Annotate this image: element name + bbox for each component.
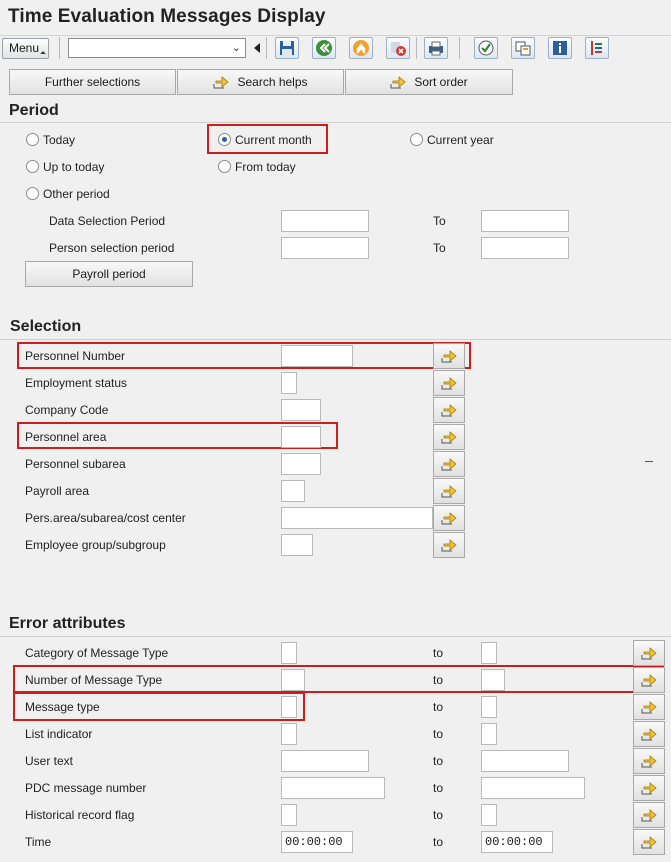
info-button[interactable]: [548, 37, 572, 59]
historical-record-flag-label: Historical record flag: [25, 808, 135, 822]
number-message-type-to[interactable]: [481, 669, 505, 691]
to-label: to: [433, 754, 444, 768]
radio-current-month[interactable]: [218, 133, 231, 146]
employee-group-input[interactable]: [281, 534, 313, 556]
arrow-right-icon: [441, 457, 457, 471]
back-button[interactable]: [312, 37, 336, 59]
payroll-period-button[interactable]: [25, 261, 193, 287]
cancel-button[interactable]: [386, 37, 410, 59]
pdc-message-number-label: PDC message number: [25, 781, 147, 795]
multiple-selection-button[interactable]: [633, 694, 665, 720]
list-indicator-to[interactable]: [481, 723, 497, 745]
variant-button[interactable]: [511, 37, 535, 59]
arrow-right-icon: [213, 75, 229, 89]
period-heading: Period: [9, 102, 59, 119]
pdc-message-number-from[interactable]: [281, 777, 385, 799]
radio-current-year[interactable]: [410, 133, 423, 146]
layout-icon: [588, 39, 606, 57]
message-type-to[interactable]: [481, 696, 497, 718]
multiple-selection-button[interactable]: [433, 343, 465, 369]
selection-heading: Selection: [10, 318, 82, 335]
search-helps-button[interactable]: [177, 69, 344, 95]
multiple-selection-button[interactable]: [633, 748, 665, 774]
selection-divider: [0, 339, 671, 340]
person-selection-period-label: Person selection period: [49, 241, 175, 255]
to-label: to: [433, 781, 444, 795]
user-text-from[interactable]: [281, 750, 369, 772]
employee-group-label: Employee group/subgroup: [25, 538, 166, 552]
payroll-area-label: Payroll area: [25, 484, 90, 498]
search-helps-label: Search helps: [237, 75, 308, 89]
multiple-selection-button[interactable]: [433, 532, 465, 558]
number-message-type-label: Number of Message Type: [25, 673, 163, 687]
time-from[interactable]: 00:00:00: [281, 831, 353, 853]
payroll-period-label: Payroll period: [72, 267, 146, 281]
data-selection-to-input[interactable]: [481, 210, 569, 232]
further-selections-button[interactable]: [9, 69, 176, 95]
title-divider: [0, 35, 671, 36]
arrow-right-icon: [641, 781, 657, 795]
to-label: To: [433, 241, 446, 255]
radio-current-year-label: Current year: [427, 133, 494, 147]
arrow-right-icon: [641, 646, 657, 660]
execute-button[interactable]: [474, 37, 498, 59]
multiple-selection-button[interactable]: [633, 721, 665, 747]
menu-button[interactable]: [2, 38, 49, 59]
arrow-right-icon: [641, 835, 657, 849]
arrow-right-icon: [441, 430, 457, 444]
radio-today-label: Today: [43, 133, 76, 147]
arrow-right-icon: [641, 673, 657, 687]
personnel-subarea-label: Personnel subarea: [25, 457, 126, 471]
radio-today[interactable]: [26, 133, 39, 146]
toolbar-separator: [416, 37, 417, 59]
exit-icon: [352, 39, 370, 57]
personnel-area-input[interactable]: [281, 426, 321, 448]
error-attributes-heading: Error attributes: [9, 615, 126, 632]
person-selection-to-input[interactable]: [481, 237, 569, 259]
toolbar-separator: [59, 37, 60, 59]
company-code-input[interactable]: [281, 399, 321, 421]
multiple-selection-button[interactable]: [633, 667, 665, 693]
category-message-type-label: Category of Message Type: [25, 646, 169, 660]
data-selection-from-input[interactable]: [281, 210, 369, 232]
back-icon: [315, 39, 333, 57]
multiple-selection-button[interactable]: [633, 829, 665, 855]
print-icon: [427, 39, 445, 57]
to-label: to: [433, 646, 444, 660]
payroll-area-input[interactable]: [281, 480, 305, 502]
category-message-type-from[interactable]: [281, 642, 297, 664]
personnel-subarea-input[interactable]: [281, 453, 321, 475]
collapse-toolbar-icon[interactable]: [254, 43, 260, 53]
arrow-right-icon: [641, 754, 657, 768]
arrow-right-icon: [641, 808, 657, 822]
user-text-label: User text: [25, 754, 74, 768]
employment-status-label: Employment status: [25, 376, 128, 390]
to-label: To: [433, 214, 446, 228]
menu-button-label: Menu: [9, 41, 40, 55]
pers-area-cost-center-input[interactable]: [281, 507, 433, 529]
multiple-selection-button[interactable]: [633, 775, 665, 801]
arrow-right-icon: [441, 349, 457, 363]
personnel-number-label: Personnel Number: [25, 349, 126, 363]
multiple-selection-button[interactable]: [433, 505, 465, 531]
person-selection-from-input[interactable]: [281, 237, 369, 259]
page-title: Time Evaluation Messages Display: [8, 6, 326, 27]
arrow-right-icon: [441, 376, 457, 390]
further-selections-label: Further selections: [44, 75, 141, 89]
save-button[interactable]: [275, 37, 299, 59]
employment-status-input[interactable]: [281, 372, 297, 394]
radio-from-today[interactable]: [218, 160, 231, 173]
time-to[interactable]: 00:00:00: [481, 831, 553, 853]
list-indicator-from[interactable]: [281, 723, 297, 745]
arrow-right-icon: [441, 484, 457, 498]
pdc-message-number-to[interactable]: [481, 777, 585, 799]
multiple-selection-button[interactable]: [433, 451, 465, 477]
time-label: Time: [25, 835, 52, 849]
to-label: to: [433, 835, 444, 849]
multiple-selection-button[interactable]: [433, 478, 465, 504]
radio-other-period-label: Other period: [43, 187, 110, 201]
radio-from-today-label: From today: [235, 160, 296, 174]
chevron-down-icon[interactable]: ⌄: [231, 42, 241, 54]
error-attributes-divider: [0, 636, 671, 637]
menu-corner-icon: [40, 51, 46, 57]
number-message-type-from[interactable]: [281, 669, 305, 691]
exit-button[interactable]: [349, 37, 373, 59]
message-type-label: Message type: [25, 700, 100, 714]
execute-icon: [477, 39, 495, 57]
period-divider: [0, 122, 671, 123]
red-mark: [645, 461, 653, 462]
arrow-right-icon: [441, 538, 457, 552]
personnel-area-label: Personnel area: [25, 430, 107, 444]
multiple-selection-button[interactable]: [633, 640, 665, 666]
to-label: to: [433, 808, 444, 822]
radio-current-month-label: Current month: [235, 133, 312, 147]
toolbar-separator: [266, 37, 267, 59]
multiple-selection-button[interactable]: [633, 802, 665, 828]
multiple-selection-button[interactable]: [433, 397, 465, 423]
variant-icon: [514, 39, 532, 57]
category-message-type-to[interactable]: [481, 642, 497, 664]
multiple-selection-button[interactable]: [433, 370, 465, 396]
arrow-right-icon: [641, 700, 657, 714]
message-type-from[interactable]: [281, 696, 297, 718]
pers-area-cost-center-label: Pers.area/subarea/cost center: [25, 511, 186, 525]
arrow-right-icon: [441, 511, 457, 525]
to-label: to: [433, 727, 444, 741]
user-text-to[interactable]: [481, 750, 569, 772]
historical-record-flag-from[interactable]: [281, 804, 297, 826]
command-field[interactable]: [68, 38, 246, 58]
personnel-number-input[interactable]: [281, 345, 353, 367]
arrow-right-icon: [641, 727, 657, 741]
multiple-selection-button[interactable]: [433, 424, 465, 450]
info-icon: [551, 39, 569, 57]
arrow-right-icon: [441, 403, 457, 417]
radio-up-to-today[interactable]: [26, 160, 39, 173]
company-code-label: Company Code: [25, 403, 109, 417]
arrow-right-icon: [390, 75, 406, 89]
cancel-icon: [389, 39, 407, 57]
print-button[interactable]: [424, 37, 448, 59]
radio-other-period[interactable]: [26, 187, 39, 200]
sort-order-label: Sort order: [414, 75, 468, 89]
sort-order-button[interactable]: [345, 69, 513, 95]
radio-up-to-today-label: Up to today: [43, 160, 105, 174]
historical-record-flag-to[interactable]: [481, 804, 497, 826]
data-selection-period-label: Data Selection Period: [49, 214, 166, 228]
save-icon: [278, 39, 296, 57]
to-label: to: [433, 673, 444, 687]
to-label: to: [433, 700, 444, 714]
layout-button[interactable]: [585, 37, 609, 59]
toolbar-separator: [459, 37, 460, 59]
list-indicator-label: List indicator: [25, 727, 93, 741]
